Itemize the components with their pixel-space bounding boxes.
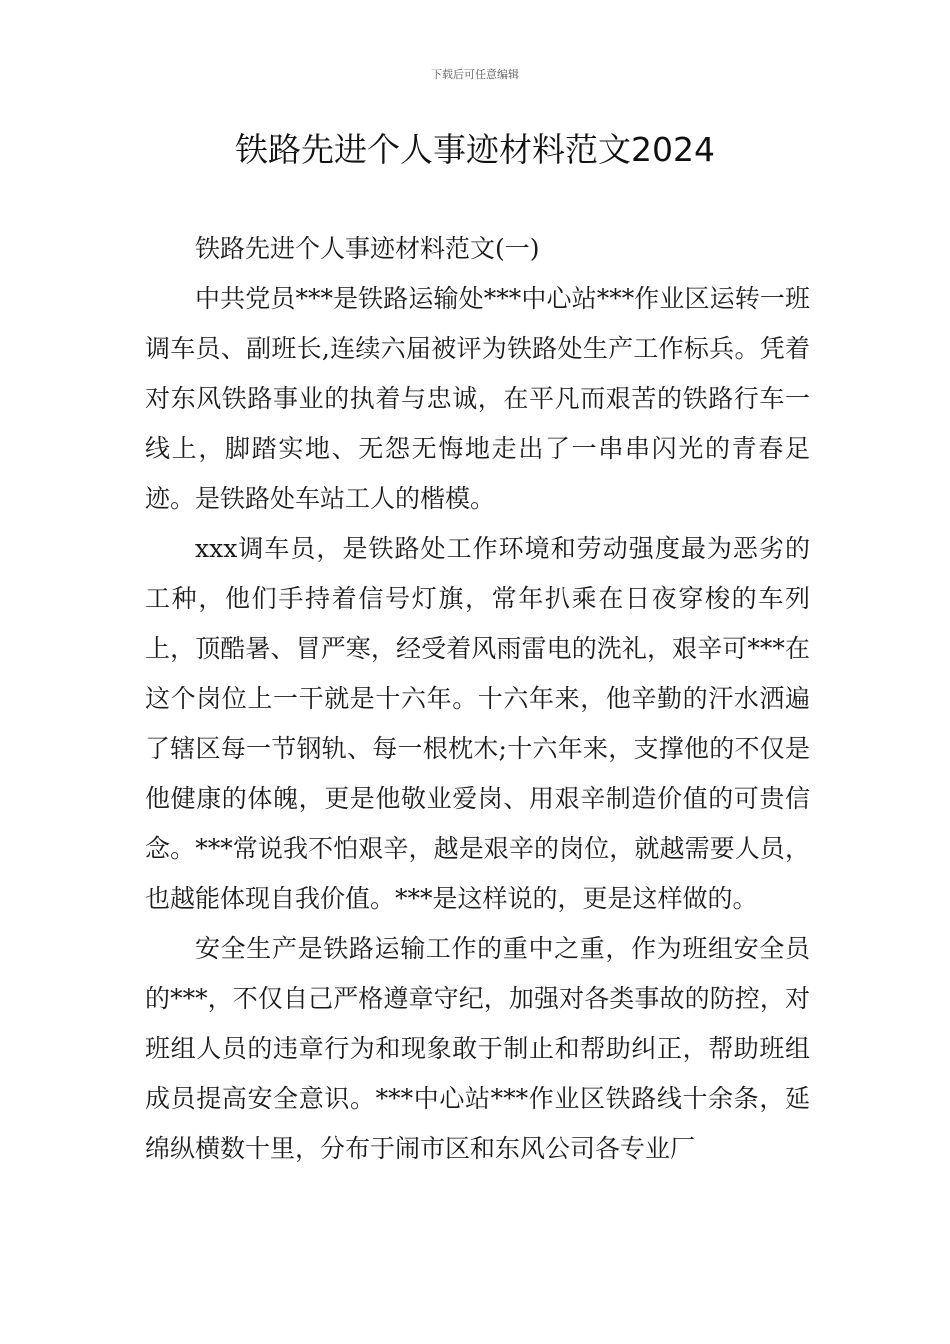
paragraph: 中共党员***是铁路运输处***中心站***作业区运转一班调车员、副班长,连续六届被评为铁路处生产工作标兵。凭着对东风铁路事业的执着与忠诚，在平凡而艰苦的铁路行车一线上，脚踏实地、无怨无悔地走出了一串串闪光的青春足迹。是铁路处车站工人的楷模。	[145, 284, 810, 513]
paragraph: 安全生产是铁路运输工作的重中之重，作为班组安全员的***，不仅自己严格遵章守纪，加强对各类事故的防控，对班组人员的违章行为和现象敢于制止和帮助纠正，帮助班组成员提高安全意识。***中心站***作业区铁路线十余条，延绵纵横数十里，分布于闹市区和东风公司各专业厂	[145, 934, 810, 1163]
header-note: 下载后可任意编辑	[431, 68, 519, 81]
page-title: 铁路先进个人事迹材料范文2024	[235, 130, 715, 169]
section-subtitle: 铁路先进个人事迹材料范文(一)	[195, 234, 540, 263]
document-body	[145, 224, 810, 1174]
paragraph: xxx调车员，是铁路处工作环境和劳动强度最为恶劣的工种，他们手持着信号灯旗，常年扒乘在日夜穿梭的车列上，顶酷暑、冒严寒，经受着风雨雷电的洗礼，艰辛可***在这个岗位上一干就是十六年。十六年来，他辛勤的汗水洒遍了辖区每一节钢轨、每一根枕木;十六年来，支撑他的不仅是他健康的体魄，更是他敬业爱岗、用艰辛制造价值的可贵信念。***常说我不怕艰辛，越是艰辛的岗位，就越需要人员，也越能体现自我价值。***是这样说的，更是这样做的。	[145, 534, 810, 913]
